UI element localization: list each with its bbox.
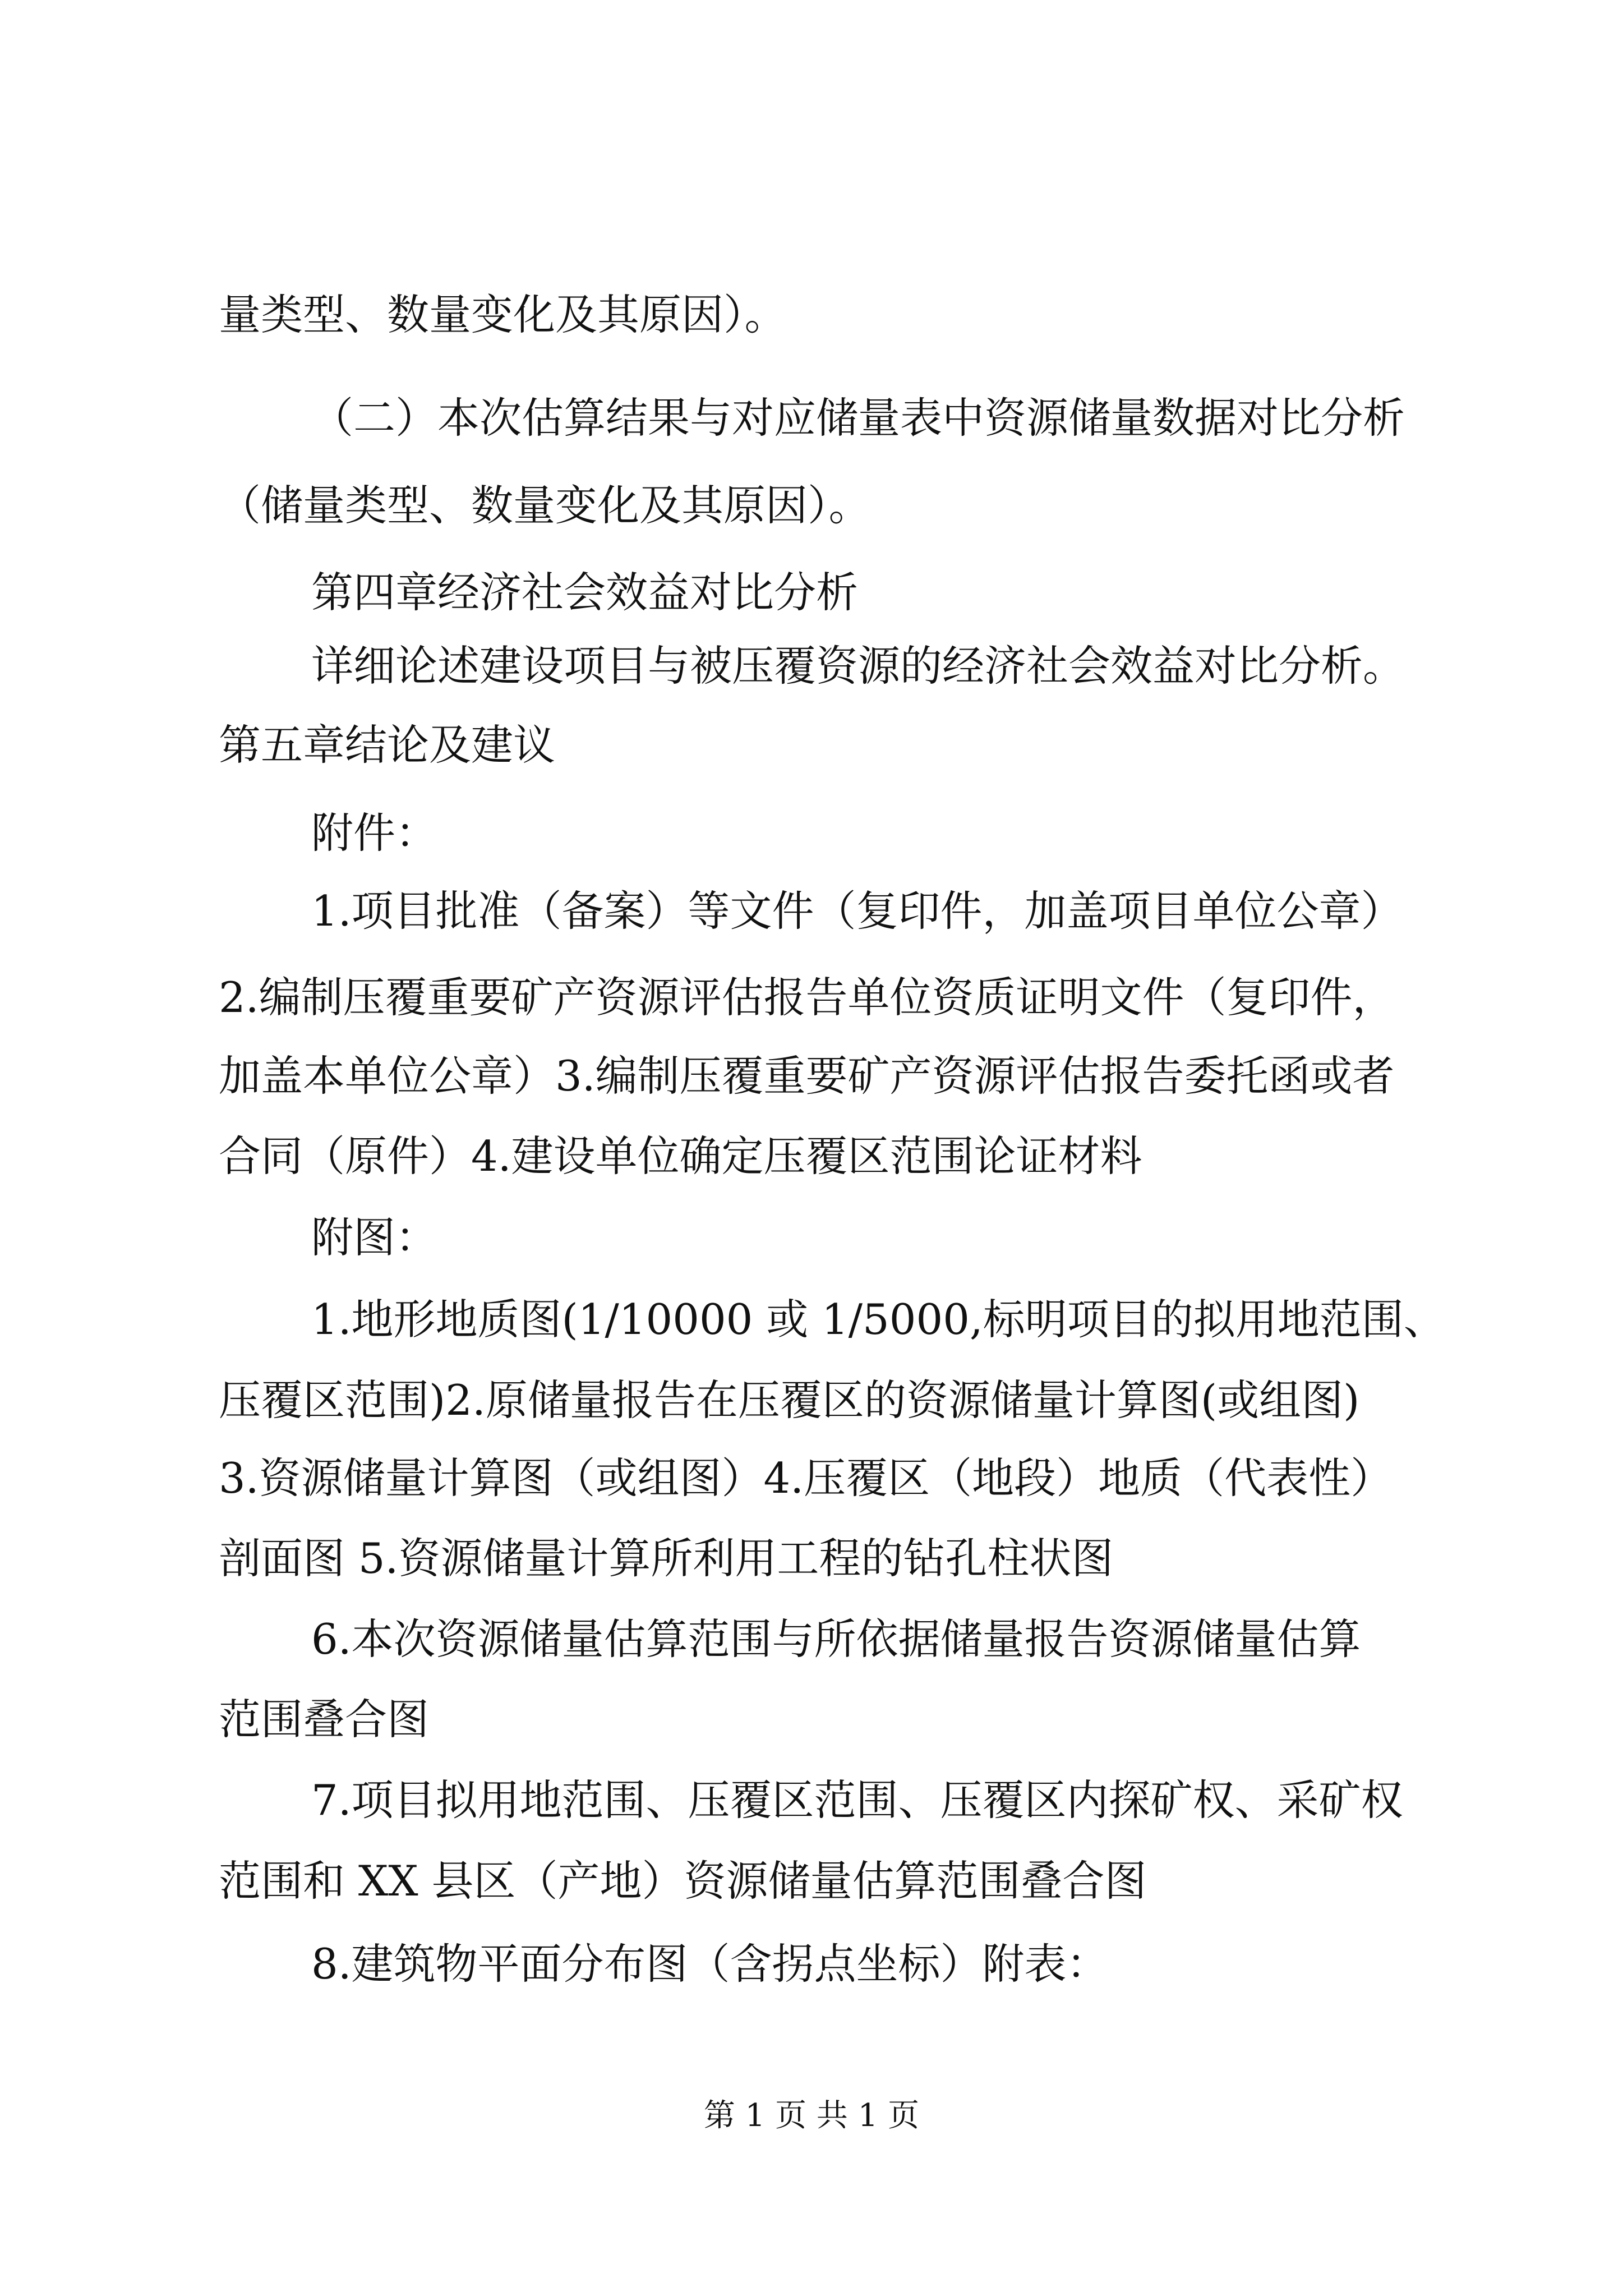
section-label: 附图： <box>311 1213 438 1262</box>
chapter-heading: 第五章结论及建议 <box>219 720 556 770</box>
page-footer: 第 1 页 共 1 页 <box>703 2097 920 2134</box>
text-line: 6.本次资源储量估算范围与所依据储量报告资源储量估算 <box>311 1614 1361 1664</box>
text-line: 剖面图 5.资源储量计算所利用工程的钻孔柱状图 <box>219 1534 1114 1583</box>
text-line: 范围和 XX 县区（产地）资源储量估算范围叠合图 <box>219 1856 1147 1906</box>
text-line: 1.项目批准（备案）等文件（复印件，加盖项目单位公章） <box>311 886 1403 936</box>
text-line: 量类型、数量变化及其原因）。 <box>219 290 787 339</box>
text-line: 合同（原件）4.建设单位确定压覆区范围论证材料 <box>219 1131 1142 1181</box>
text-line: 1.地形地质图(1/10000 或 1/5000,标明项目的拟用地范围、 <box>311 1295 1446 1344</box>
text-line: 压覆区范围)2.原储量报告在压覆区的资源储量计算图(或组图) <box>219 1375 1360 1425</box>
text-line: （储量类型、数量变化及其原因）。 <box>219 481 871 530</box>
text-line: 加盖本单位公章）3.编制压覆重要矿产资源评估报告委托函或者 <box>219 1051 1395 1101</box>
chapter-heading: 第四章经济社会效益对比分析 <box>311 568 859 617</box>
text-line: 3.资源储量计算图（或组图）4.压覆区（地段）地质（代表性） <box>219 1453 1393 1503</box>
text-line: （二）本次估算结果与对应储量表中资源储量数据对比分析 <box>311 393 1405 443</box>
text-line: 7.项目拟用地范围、压覆区范围、压覆区内探矿权、采矿权 <box>311 1775 1403 1825</box>
text-line: 2.编制压覆重要矿产资源评估报告单位资质证明文件（复印件， <box>219 973 1395 1022</box>
section-label: 附件： <box>311 808 438 858</box>
text-line: 详细论述建设项目与被压覆资源的经济社会效益对比分析。 <box>311 641 1405 691</box>
text-line: 8.建筑物平面分布图（含拐点坐标）附表： <box>311 1939 1109 1989</box>
text-line: 范围叠合图 <box>219 1695 430 1744</box>
